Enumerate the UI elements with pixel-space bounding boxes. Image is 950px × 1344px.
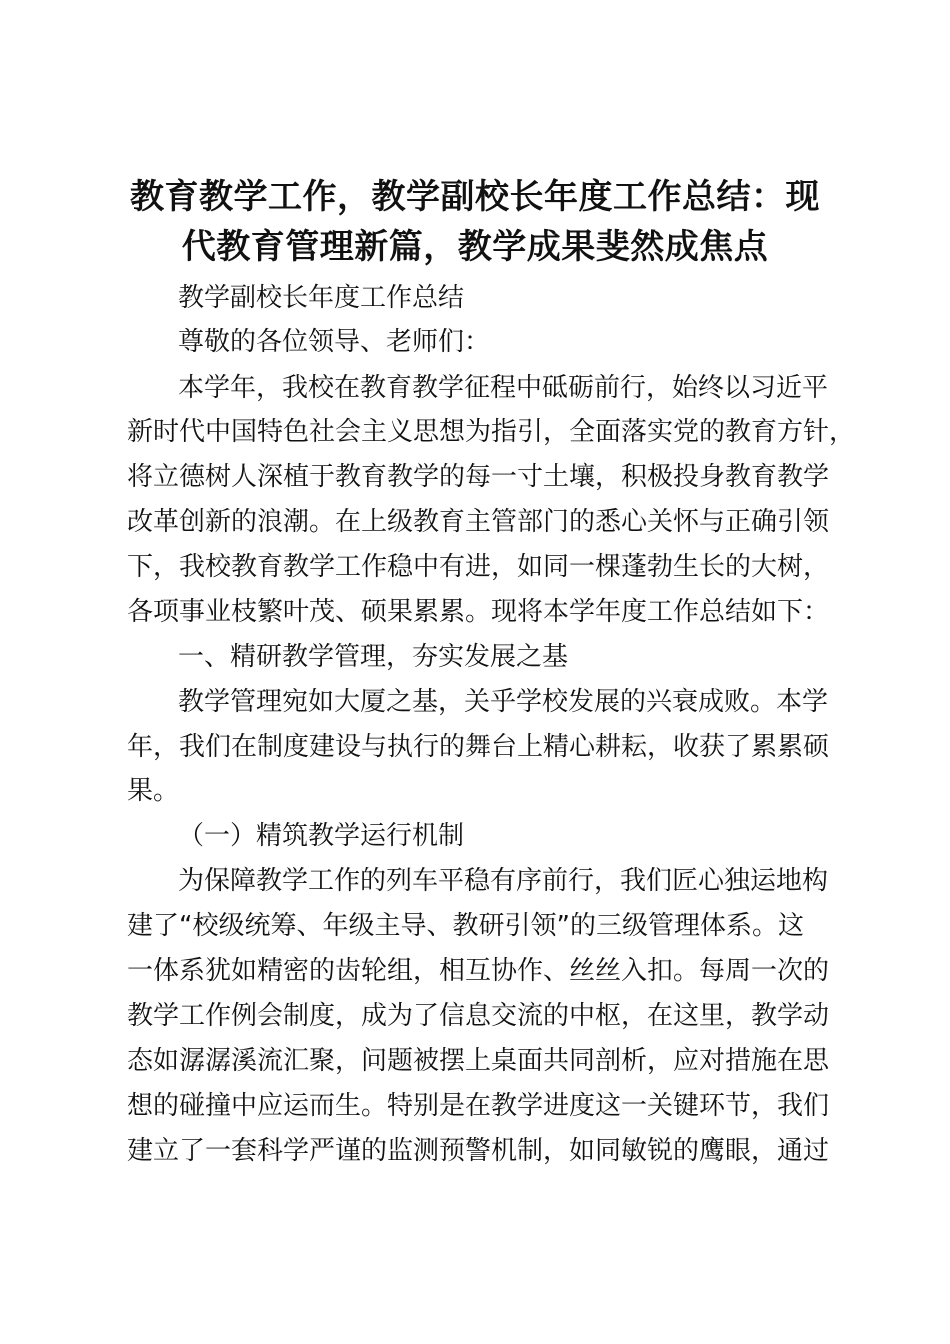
body-line: 一体系犹如精密的齿轮组，相互协作、丝丝入扣。每周一次的	[127, 956, 830, 986]
subtitle: 教学副校长年度工作总结	[178, 283, 465, 313]
salutation: 尊敬的各位领导、老师们：	[178, 327, 491, 357]
body-line: 建立了一套科学严谨的监测预警机制，如同敏锐的鹰眼，通过	[127, 1136, 830, 1166]
section-heading-1: 一、精研教学管理，夯实发展之基	[178, 642, 569, 672]
subsection-heading-1: （一）精筑教学运行机制	[178, 821, 465, 851]
body-line: 建了“校级统筹、年级主导、教研引领”的三级管理体系。这	[127, 911, 804, 941]
body-line: 教学管理宛如大厦之基，关乎学校发展的兴衰成败。本学	[178, 687, 829, 717]
body-line: 本学年，我校在教育教学征程中砥砺前行，始终以习近平	[178, 373, 829, 403]
body-line: 想的碰撞中应运而生。特别是在教学进度这一关键环节，我们	[127, 1091, 830, 1121]
body-line: 为保障教学工作的列车平稳有序前行，我们匠心独运地构	[178, 866, 829, 896]
body-line: 各项事业枝繁叶茂、硕果累累。现将本学年度工作总结如下：	[127, 597, 830, 627]
body-line: 年，我们在制度建设与执行的舞台上精心耕耘，收获了累累硕	[127, 732, 830, 762]
title-line-1: 教育教学工作，教学副校长年度工作总结：现	[130, 177, 820, 217]
document-title	[120, 172, 830, 272]
body-line: 新时代中国特色社会主义思想为指引，全面落实党的教育方针，	[127, 417, 856, 447]
body-line: 果。	[127, 776, 180, 806]
body-line: 改革创新的浪潮。在上级教育主管部门的悉心关怀与正确引领	[127, 507, 830, 537]
body-line: 将立德树人深植于教育教学的每一寸土壤，积极投身教育教学	[127, 462, 830, 492]
body-line: 教学工作例会制度，成为了信息交流的中枢，在这里，教学动	[127, 1001, 830, 1031]
body-line: 下，我校教育教学工作稳中有进，如同一棵蓬勃生长的大树，	[127, 552, 830, 582]
title-line-2: 代教育管理新篇，教学成果斐然成焦点	[181, 227, 769, 267]
body-line: 态如潺潺溪流汇聚，问题被摆上桌面共同剖析，应对措施在思	[127, 1046, 830, 1076]
